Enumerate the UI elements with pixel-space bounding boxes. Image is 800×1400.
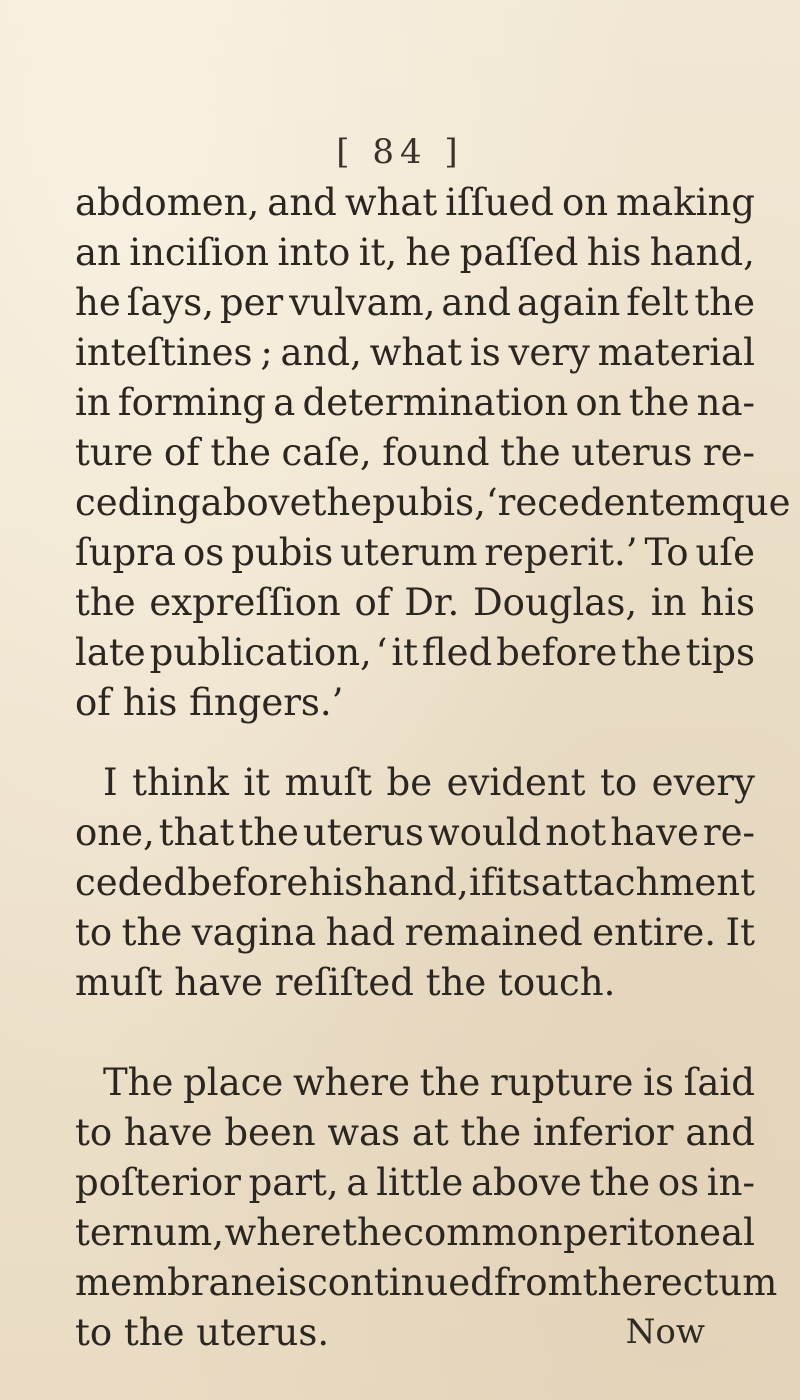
- text-line: ceding above the pubis, ‘ recedentemque: [75, 481, 791, 524]
- text-line: one, that the uterus would not have re-: [75, 811, 755, 854]
- paragraph-2: [75, 758, 755, 1008]
- text-line: to the uterus.: [75, 1311, 330, 1354]
- text-line: membrane is continued from the rectum: [75, 1261, 778, 1304]
- text-line: to have been was at the inferior and: [75, 1111, 755, 1154]
- text-line: poſterior part, a little above the os in-: [75, 1161, 755, 1204]
- text-line: the expreſſion of Dr. Douglas, in his: [75, 581, 755, 624]
- catchword: Now: [625, 1312, 705, 1352]
- text-line: he ſays, per vulvam, and again felt the: [75, 281, 755, 324]
- text-line: in forming a determination on the na-: [75, 381, 755, 424]
- text-line: ternum, where the common peritoneal: [75, 1211, 755, 1254]
- text-line: ſupra os pubis uterum reperit.’ To uſe: [75, 531, 755, 574]
- text-line: of his fingers.’: [75, 681, 344, 724]
- text-line: inteſtines ; and, what is very material: [75, 331, 755, 374]
- text-line: abdomen, and what iſſued on making: [75, 181, 755, 224]
- text-line: an inciſion into it, he paſſed his hand,: [75, 231, 755, 274]
- page-number: [ 84 ]: [336, 132, 464, 172]
- text-line: ture of the caſe, found the uterus re-: [75, 431, 755, 474]
- text-line: I think it muſt be evident to every: [103, 761, 755, 804]
- text-line: ceded before his hand, if its attachment: [75, 861, 755, 904]
- text-line: muſt have reſiſted the touch.: [75, 961, 616, 1004]
- text-line: The place where the rupture is ſaid: [103, 1061, 755, 1104]
- text-line: late publication, ‘ it fled before the tips: [75, 631, 755, 674]
- text-line: to the vagina had remained entire. It: [75, 911, 755, 954]
- paragraph-1: [75, 178, 791, 728]
